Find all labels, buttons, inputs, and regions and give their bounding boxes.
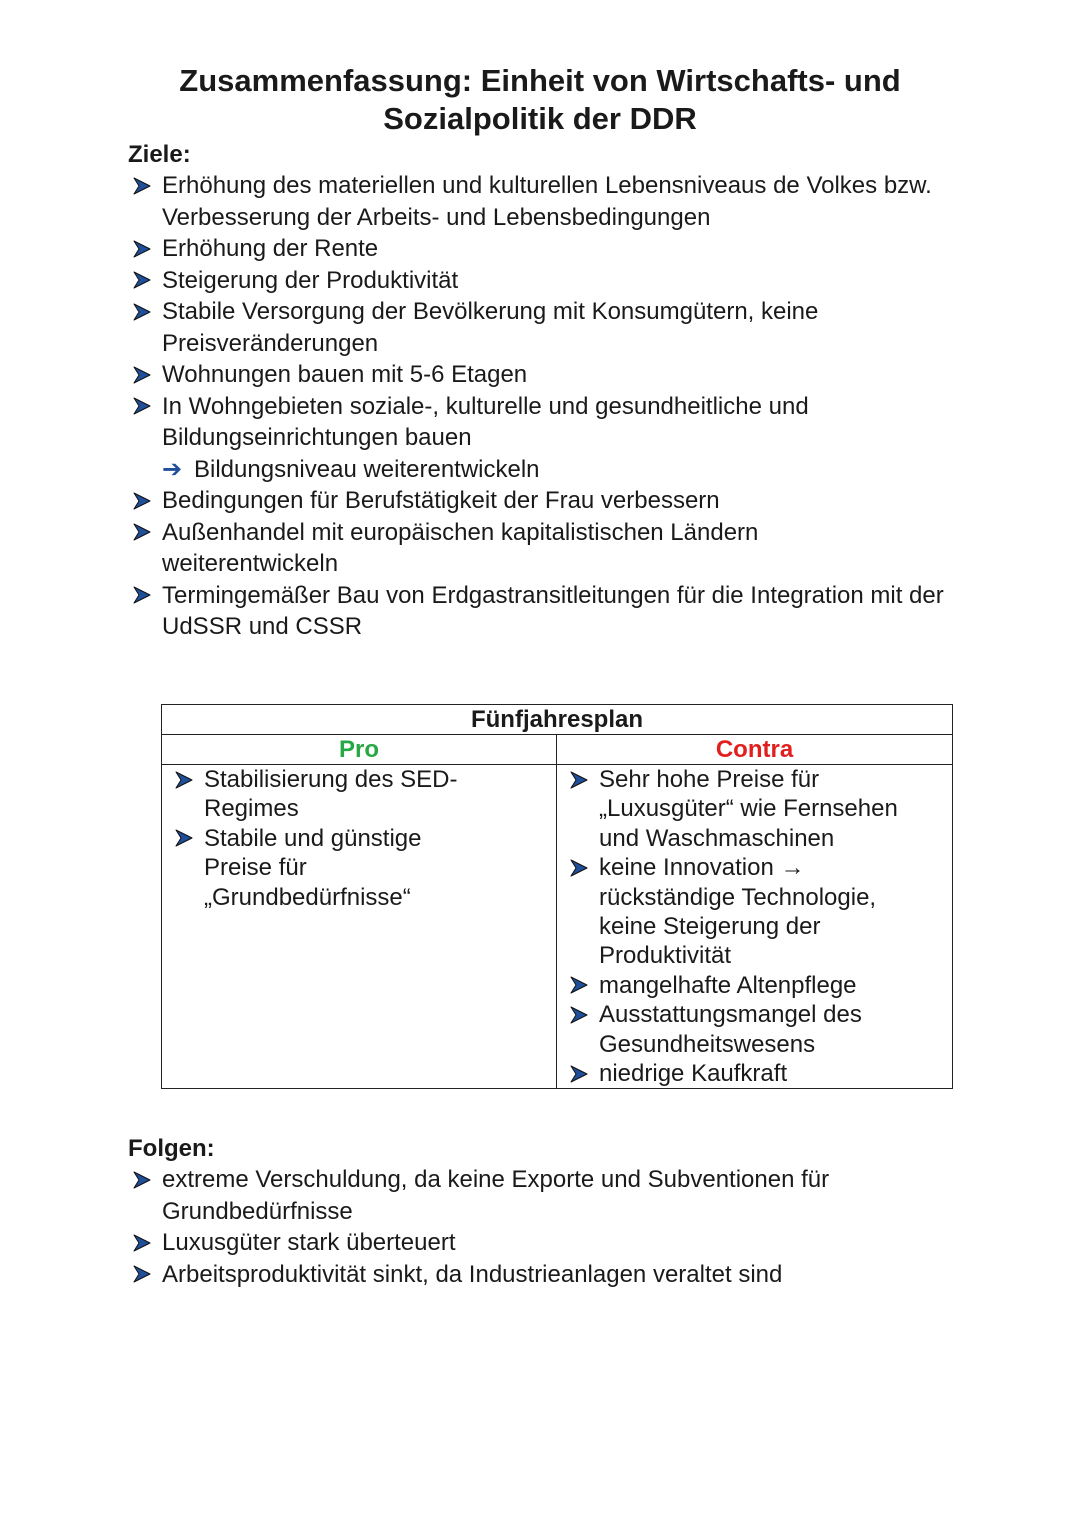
list-item: Erhöhung der Rente	[128, 233, 968, 265]
arrowhead-bullet-icon	[132, 170, 154, 201]
arrowhead-bullet-icon	[174, 765, 196, 794]
list-item: Steigerung der Produktivität	[128, 265, 968, 297]
list-item: Bedingungen für Berufstätigkeit der Frau verbessern	[128, 485, 968, 517]
pro-list	[162, 765, 492, 912]
arrowhead-bullet-icon	[132, 580, 154, 611]
fuenfjahresplan-table	[161, 704, 953, 1089]
list-item: Ausstattungsmangel des Gesundheitswesens	[557, 1000, 909, 1059]
list-item: keine Innovation → rückständige Technologie, keine Steigerung der Produktivität	[557, 853, 909, 971]
arrowhead-bullet-icon	[569, 971, 591, 1000]
folgen-list	[128, 1164, 968, 1290]
list-item: Termingemäßer Bau von Erdgastransitleitungen für die Integration mit der UdSSR und CSSR	[128, 580, 968, 643]
page-title-line-2: Sozialpolitik der DDR	[383, 101, 697, 136]
list-item: Erhöhung des materiellen und kulturellen Lebensniveaus de Volkes bzw. Verbesserung der Arbeits- und Lebensbedingungen	[128, 170, 968, 233]
list-item: Stabile Versorgung der Bevölkerung mit Konsumgütern, keine Preisveränderungen	[128, 296, 882, 359]
arrowhead-bullet-icon	[132, 391, 154, 422]
arrowhead-bullet-icon	[132, 1164, 154, 1195]
arrowhead-bullet-icon	[132, 296, 154, 327]
arrowhead-bullet-icon	[132, 359, 154, 390]
page-title-line-1: Zusammenfassung: Einheit von Wirtschafts- und	[179, 63, 901, 98]
contra-cell	[557, 765, 953, 1089]
arrowhead-bullet-icon	[569, 765, 591, 794]
folgen-heading: Folgen:	[128, 1135, 215, 1162]
list-item: niedrige Kaufkraft	[557, 1059, 909, 1088]
ziele-heading: Ziele:	[128, 141, 191, 168]
contra-header: Contra	[557, 735, 953, 765]
arrowhead-bullet-icon	[132, 1259, 154, 1290]
pro-cell	[162, 765, 557, 1089]
list-item: Arbeitsproduktivität sinkt, da Industrieanlagen veraltet sind	[128, 1259, 968, 1291]
right-arrow-icon: ➔	[162, 455, 183, 483]
list-item: Wohnungen bauen mit 5-6 Etagen	[128, 359, 968, 391]
arrowhead-bullet-icon	[132, 265, 154, 296]
arrowhead-bullet-icon	[132, 517, 154, 548]
list-item: Stabile und günstige Preise für „Grundbedürfnisse“	[162, 824, 492, 912]
arrowhead-bullet-icon	[569, 1000, 591, 1029]
arrowhead-bullet-icon	[569, 1059, 591, 1088]
list-item: Außenhandel mit europäischen kapitalistischen Ländern weiterentwickeln	[128, 517, 842, 580]
pro-header: Pro	[162, 735, 557, 765]
list-item: Stabilisierung des SED-Regimes	[162, 765, 492, 824]
list-item: In Wohngebieten soziale-, kulturelle und gesundheitliche und Bildungseinrichtungen bauen ➔ Bildungsniveau weiterentwickeln	[128, 391, 882, 486]
ziele-list	[128, 170, 968, 643]
page-title	[0, 62, 1080, 138]
arrowhead-bullet-icon	[569, 853, 591, 882]
table-title: Fünfjahresplan	[162, 705, 953, 735]
list-item: Sehr hohe Preise für „Luxusgüter“ wie Fernsehen und Waschmaschinen	[557, 765, 909, 853]
arrowhead-bullet-icon	[132, 1227, 154, 1258]
arrowhead-bullet-icon	[132, 233, 154, 264]
contra-list	[557, 765, 909, 1088]
sub-list-item: ➔ Bildungsniveau weiterentwickeln	[162, 454, 882, 486]
arrowhead-bullet-icon	[174, 824, 196, 853]
list-item: Luxusgüter stark überteuert	[128, 1227, 968, 1259]
list-item: extreme Verschuldung, da keine Exporte und Subventionen für Grundbedürfnisse	[128, 1164, 922, 1227]
arrowhead-bullet-icon	[132, 485, 154, 516]
list-item: mangelhafte Altenpflege	[557, 971, 909, 1000]
